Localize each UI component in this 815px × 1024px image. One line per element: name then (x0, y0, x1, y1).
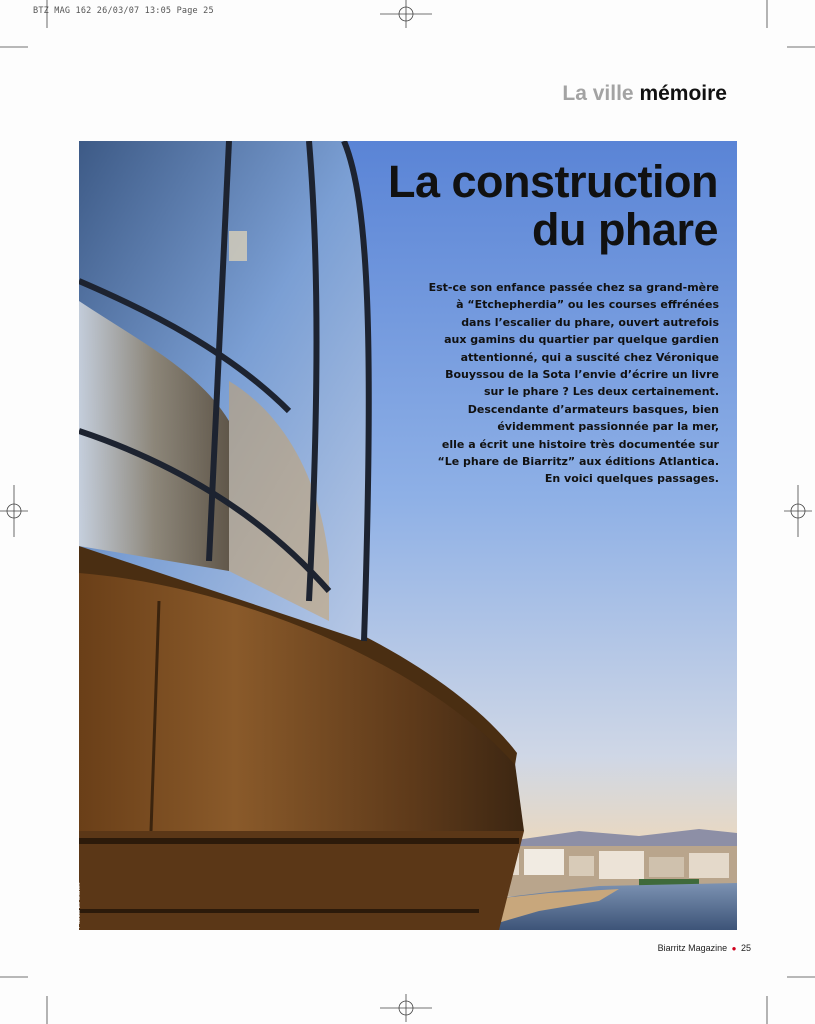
intro-line: à “Etchepherdia” ou les courses effrénées (456, 298, 719, 312)
intro-line: “Le phare de Biarritz” aux éditions Atlantica. (437, 455, 719, 469)
registration-mark-bottom (380, 994, 432, 1022)
intro-line: aux gamins du quartier par quelque gardien (444, 333, 719, 347)
intro-line: Est-ce son enfance passée chez sa grand-mère (428, 281, 719, 294)
photo-credit: Pascal Le Danek (76, 882, 82, 928)
folio-bullet-icon: ● (731, 944, 737, 953)
intro-line: Descendante d’armateurs basques, bien (467, 402, 719, 416)
printer-slug: BTZ MAG 162 26/03/07 13:05 Page 25 (33, 6, 214, 16)
headline-line-1: La construction (387, 156, 718, 207)
intro-line: elle a écrit une histoire très documentée sur (441, 437, 719, 451)
headline-line-2: du phare (531, 204, 718, 255)
folio-magazine: Biarritz Magazine (657, 943, 728, 953)
intro-line: En voici quelques passages. (544, 472, 719, 486)
intro-paragraph (389, 279, 719, 488)
lighthouse-photo (79, 141, 737, 930)
tower-stone (79, 831, 524, 930)
registration-mark-left (0, 485, 28, 537)
rubric-light: La ville (562, 82, 634, 105)
folio-page-number: 25 (740, 943, 751, 953)
intro-line: dans l’escalier du phare, ouvert autrefois (461, 315, 719, 329)
intro-line: attentionné, qui a suscité chez Véronique (460, 350, 719, 364)
section-rubric (562, 82, 727, 106)
page-folio (658, 943, 751, 953)
article-headline (288, 158, 718, 254)
intro-line: sur le phare ? Les deux certainement. (483, 385, 719, 399)
rubric-dark: mémoire (639, 82, 727, 105)
registration-mark-top (380, 0, 432, 28)
registration-mark-right (784, 485, 812, 537)
intro-line: Bouyssou de la Sota l’envie d’écrire un livre (445, 368, 719, 382)
intro-line: évidemment passionnée par la mer, (497, 420, 719, 434)
